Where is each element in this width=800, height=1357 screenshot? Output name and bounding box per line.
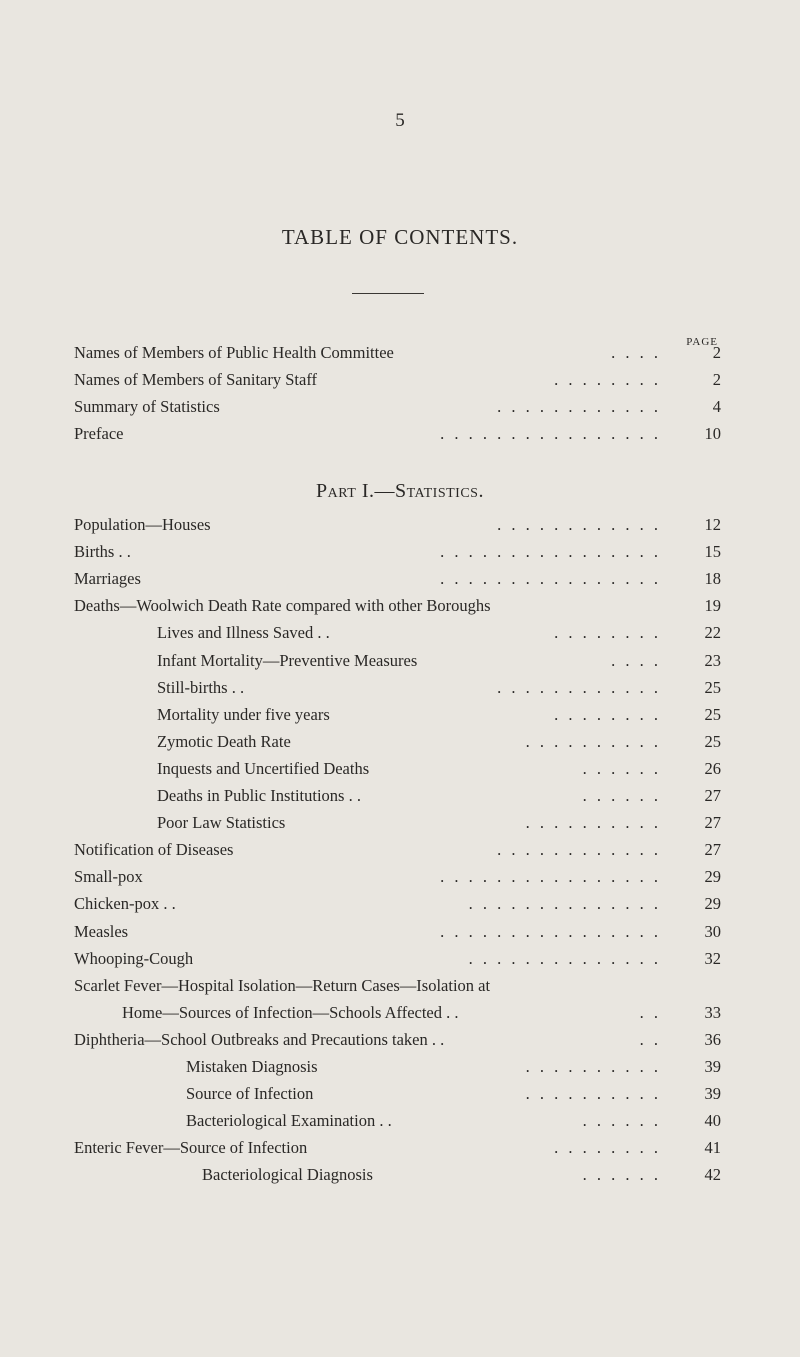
leader-dots: . . . . . . . .: [554, 370, 661, 389]
leader-dots: . . . . . .: [582, 758, 661, 778]
toc-entry-text: Names of Members of Public Health Committee: [74, 343, 394, 362]
toc-entry-page: 39: [704, 1057, 721, 1076]
toc-entry-text: Mistaken Diagnosis: [186, 1057, 318, 1076]
toc-entry: [74, 1082, 721, 1106]
part-heading-main: Statistics.: [395, 480, 484, 502]
leader-dots: . . . . . . . .: [554, 704, 661, 724]
toc-entry-text: Deaths—Woolwich Death Rate compared with other Boroughs: [74, 596, 491, 616]
page-number: 5: [395, 110, 405, 131]
toc-entry-page: 10: [704, 424, 721, 443]
toc-entry: [74, 784, 721, 808]
toc-entry-page: 29: [704, 894, 721, 914]
toc-entry-page: 39: [704, 1084, 721, 1104]
toc-entry-page: 23: [704, 650, 721, 670]
toc-entry-text: Names of Members of Sanitary Staff: [74, 370, 318, 389]
toc-entry-text: Chicken-pox . .: [74, 894, 176, 914]
toc-entry: [74, 422, 721, 446]
toc-entry-page: 12: [704, 515, 721, 534]
toc-entry-page: 42: [704, 1165, 721, 1185]
toc-entry: [74, 368, 721, 392]
page-column-label: PAGE: [686, 336, 718, 348]
toc-entry: [74, 567, 721, 591]
leader-dots: . . . . . . . . . . . .: [497, 840, 661, 860]
leader-dots: . . . . . . . .: [554, 1138, 661, 1158]
toc-entry-page: 19: [704, 596, 721, 616]
toc-entry: [74, 676, 721, 700]
toc-entry-page: 2: [712, 343, 721, 362]
toc-entry-text: Whooping-Cough: [74, 948, 194, 968]
toc-entry-page: 22: [704, 623, 721, 643]
toc-entry: [74, 513, 721, 537]
toc-entry: [74, 1136, 721, 1160]
toc-entry-text: Small-pox: [74, 867, 143, 887]
toc-entry-page: 4: [712, 397, 721, 416]
toc-entry-page: 33: [704, 1002, 721, 1022]
toc-entry-text: Marriages: [74, 569, 141, 589]
title-divider: [352, 293, 424, 294]
leader-dots: . . . . . . . .: [554, 623, 661, 643]
leader-dots: . . . . . .: [582, 786, 661, 805]
leader-dots: . . . . . . . . . . . . . . . .: [440, 867, 661, 887]
toc-entry-page: 32: [704, 948, 721, 968]
toc-entry: [74, 865, 721, 889]
toc-entry: [74, 892, 721, 916]
toc-entry-text: Births . .: [74, 542, 131, 562]
toc-entry: [74, 594, 721, 618]
toc-entry-text: Zymotic Death Rate: [157, 731, 291, 751]
leader-dots: . . . . . . . . . .: [525, 731, 661, 751]
leader-dots: . .: [639, 1002, 661, 1022]
toc-entry-text: Bacteriological Diagnosis: [202, 1165, 373, 1185]
toc-entry-page: 30: [704, 921, 721, 941]
toc-entry-page: 27: [704, 840, 721, 860]
leader-dots: . . . . . . . . . . . .: [497, 677, 661, 697]
toc-entry-text: Mortality under five years: [157, 704, 330, 724]
toc-entry-page: 18: [704, 569, 721, 589]
toc-entry-page: 40: [704, 1111, 721, 1131]
leader-dots: . . . . . . . . . . . .: [497, 515, 661, 534]
toc-entry-text: Notification of Diseases: [74, 840, 234, 860]
toc-entry-text: Diphtheria—School Outbreaks and Precautions taken . .: [74, 1029, 445, 1049]
toc-entry-page: 27: [704, 813, 721, 833]
toc-entry: [74, 621, 721, 645]
toc-entry: [74, 540, 721, 564]
toc-entry: [74, 974, 721, 998]
toc-entry: [74, 947, 721, 971]
toc-entry-text: Population—Houses: [74, 515, 211, 534]
toc-entry-text: Lives and Illness Saved . .: [157, 623, 330, 643]
leader-dots: . .: [639, 1029, 661, 1049]
toc-entry-text: Preface: [74, 424, 124, 443]
leader-dots: . . . . . . . . . . . . . . . .: [440, 569, 661, 589]
toc-entry: [74, 395, 721, 419]
leader-dots: . . . . . . . . . . . . . .: [468, 894, 661, 914]
toc-entry: [74, 1001, 721, 1025]
leader-dots: . . . . . .: [582, 1111, 661, 1131]
toc-entry-text: Summary of Statistics: [74, 397, 220, 416]
toc-entry-text: Still-births . .: [157, 677, 245, 697]
toc-entry-page: 27: [704, 786, 721, 805]
leader-dots: . . . . . . . . . . . . . .: [468, 948, 661, 968]
toc-entry: [74, 1109, 721, 1133]
leader-dots: . . . . . . . . . .: [525, 1057, 661, 1076]
toc-entry-text: Measles: [74, 921, 129, 941]
toc-entry: [74, 730, 721, 754]
toc-entry-text: Enteric Fever—Source of Infection: [74, 1138, 308, 1158]
leader-dots: . . . . . . . . . .: [525, 813, 661, 833]
toc-entry: [74, 1028, 721, 1052]
leader-dots: . . . . . .: [582, 1165, 661, 1185]
toc-entry: [74, 703, 721, 727]
toc-entry-text: Inquests and Uncertified Deaths: [157, 758, 370, 778]
toc-entry-page: 25: [704, 704, 721, 724]
part-heading-prefix: Part I.—: [316, 480, 395, 502]
toc-entry-page: 2: [712, 370, 721, 389]
toc-entry-text: Source of Infection: [186, 1084, 314, 1104]
toc-entry-page: 41: [704, 1138, 721, 1158]
toc-entry-page: 36: [704, 1029, 721, 1049]
toc-entry-text: Scarlet Fever—Hospital Isolation—Return Cases—Isolation at: [74, 975, 491, 995]
toc-entry: [74, 341, 721, 365]
toc-entry-page: 25: [704, 731, 721, 751]
toc-entry: [74, 757, 721, 781]
toc-entry-page: 15: [704, 542, 721, 562]
leader-dots: . . . . . . . . . . . . . . . .: [440, 921, 661, 941]
toc-entry-text: Bacteriological Examination . .: [186, 1111, 392, 1131]
toc-entry-text: Home—Sources of Infection—Schools Affected . .: [122, 1002, 459, 1022]
part-heading: [0, 480, 800, 503]
toc-entry-page: 26: [704, 758, 721, 778]
toc-entry: [74, 811, 721, 835]
leader-dots: . . . .: [611, 650, 661, 670]
toc-entry-text: Deaths in Public Institutions . .: [157, 786, 361, 805]
toc-entry-page: 29: [704, 867, 721, 887]
toc-entry: [74, 649, 721, 673]
toc-entry-text: Poor Law Statistics: [157, 813, 286, 833]
toc-entry: [74, 838, 721, 862]
leader-dots: . . . . . . . . . . . . . . . .: [440, 542, 661, 562]
leader-dots: . . . . . . . . . .: [525, 1084, 661, 1104]
toc-entry: [74, 1055, 721, 1079]
toc-entry-page: 25: [704, 677, 721, 697]
toc-entry-text: Infant Mortality—Preventive Measures: [157, 650, 418, 670]
leader-dots: . . . . . . . . . . . .: [497, 397, 661, 416]
leader-dots: . . . .: [611, 343, 661, 362]
leader-dots: . . . . . . . . . . . . . . . .: [440, 424, 661, 443]
toc-entry: [74, 1163, 721, 1187]
page-title: TABLE OF CONTENTS.: [281, 225, 519, 249]
toc-entry: [74, 920, 721, 944]
